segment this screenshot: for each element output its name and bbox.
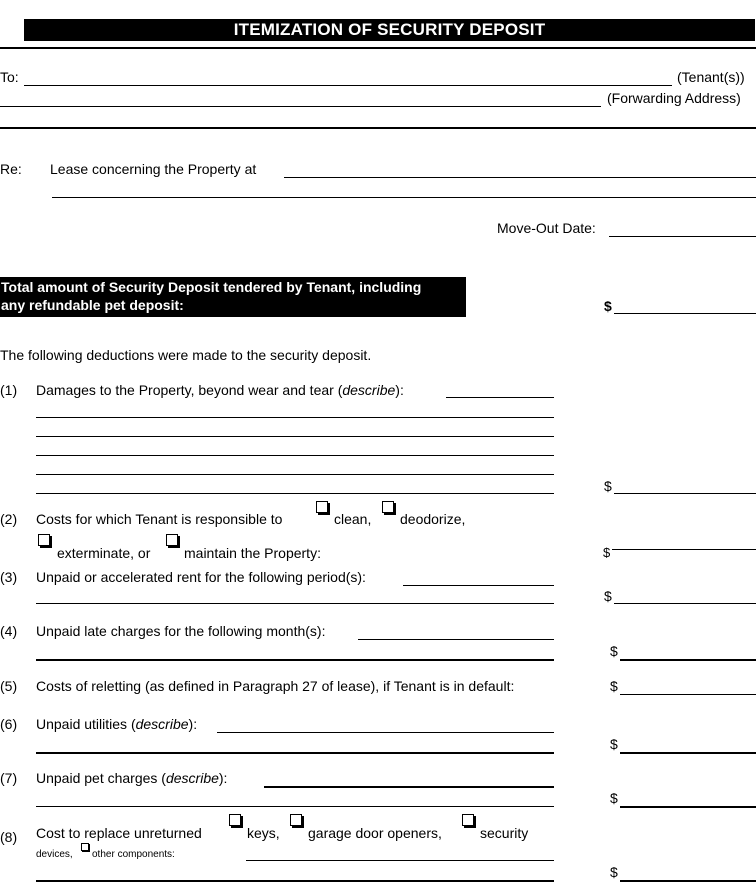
- item-7-field-2[interactable]: [36, 806, 554, 807]
- item-1-field-2[interactable]: [36, 417, 554, 418]
- exterminate-label: exterminate, or: [57, 545, 151, 561]
- item-number: (8): [0, 829, 18, 845]
- item-8-amount-field[interactable]: [620, 880, 756, 882]
- item-3-field-2[interactable]: [36, 603, 554, 604]
- other-components-label: other components:: [92, 849, 175, 860]
- item-3-field[interactable]: [403, 585, 554, 586]
- deductions-intro: The following deductions were made to the security deposit.: [0, 347, 372, 363]
- dollar-sign: $: [610, 790, 618, 806]
- item-1-label: Damages to the Property, beyond wear and tear (describe):: [36, 382, 404, 398]
- title-underline: [0, 47, 756, 49]
- item-3-label: Unpaid or accelerated rent for the following period(s):: [36, 569, 366, 585]
- item-1-field-6[interactable]: [36, 493, 554, 494]
- dollar-sign: $: [604, 478, 612, 494]
- item-8-field[interactable]: [246, 860, 554, 861]
- devices-label: devices,: [36, 849, 73, 860]
- keys-label: keys,: [247, 825, 280, 841]
- item-8-field-2[interactable]: [36, 880, 554, 882]
- forwarding-address-label: (Forwarding Address): [607, 90, 741, 106]
- lease-label: Lease concerning the Property at: [50, 161, 257, 177]
- item-1-field[interactable]: [446, 397, 554, 398]
- property-address-field[interactable]: [284, 177, 756, 178]
- security-label: security: [480, 825, 529, 841]
- total-deposit-label-1: Total amount of Security Deposit tendered by Tenant, including: [1, 279, 422, 295]
- dollar-sign: $: [610, 678, 618, 694]
- keys-checkbox[interactable]: [229, 814, 241, 826]
- to-label: To:: [0, 69, 19, 85]
- item-2-label: Costs for which Tenant is responsible to: [36, 511, 283, 527]
- item-7-label: Unpaid pet charges (describe):: [36, 770, 228, 786]
- item-number: (1): [0, 382, 18, 398]
- item-4-field-2[interactable]: [36, 659, 554, 661]
- item-3-amount-field[interactable]: [614, 603, 756, 604]
- item-4-field[interactable]: [358, 639, 554, 640]
- dollar-sign: $: [604, 588, 612, 604]
- move-out-label: Move-Out Date:: [497, 220, 596, 236]
- other-components-checkbox[interactable]: [81, 843, 89, 851]
- item-4-label: Unpaid late charges for the following month(s):: [36, 623, 326, 639]
- item-5-amount-field[interactable]: [620, 694, 756, 695]
- section-divider: [0, 127, 756, 129]
- garage-door-openers-checkbox[interactable]: [290, 814, 302, 826]
- tenants-label: (Tenant(s)): [677, 69, 745, 85]
- tenant-name-field[interactable]: [24, 85, 672, 86]
- deodorize-label: deodorize,: [400, 511, 466, 527]
- total-deposit-amount-field[interactable]: [614, 313, 756, 314]
- clean-label: clean,: [334, 511, 372, 527]
- move-out-date-field[interactable]: [609, 236, 756, 237]
- item-4-amount-field[interactable]: [620, 659, 756, 661]
- exterminate-checkbox[interactable]: [38, 534, 50, 546]
- item-6-amount-field[interactable]: [620, 752, 756, 754]
- dollar-sign: $: [603, 545, 611, 560]
- item-7-amount-field[interactable]: [620, 806, 756, 808]
- item-7-field[interactable]: [264, 786, 554, 788]
- maintain-label: maintain the Property:: [184, 545, 321, 561]
- item-1-field-3[interactable]: [36, 436, 554, 437]
- item-6-field[interactable]: [217, 732, 554, 733]
- item-1-field-5[interactable]: [36, 474, 554, 475]
- security-devices-checkbox[interactable]: [462, 814, 474, 826]
- item-6-label: Unpaid utilities (describe):: [36, 716, 198, 732]
- dollar-sign: $: [610, 736, 618, 752]
- deodorize-checkbox[interactable]: [382, 501, 394, 513]
- item-number: (2): [0, 511, 18, 527]
- item-1-amount-field[interactable]: [614, 493, 756, 494]
- item-number: (7): [0, 770, 18, 786]
- maintain-checkbox[interactable]: [166, 534, 178, 546]
- form-title: ITEMIZATION OF SECURITY DEPOSIT: [233, 20, 546, 39]
- re-label: Re:: [0, 161, 22, 177]
- clean-checkbox[interactable]: [316, 501, 328, 513]
- dollar-sign: $: [610, 643, 618, 659]
- item-number: (5): [0, 678, 18, 694]
- item-number: (4): [0, 623, 18, 639]
- item-8-label: Cost to replace unreturned: [36, 825, 202, 841]
- item-2-amount-field[interactable]: [612, 549, 756, 550]
- dollar-sign: $: [604, 298, 612, 314]
- item-5-label: Costs of reletting (as defined in Paragraph 27 of lease), if Tenant is in default:: [36, 678, 515, 694]
- item-6-field-2[interactable]: [36, 752, 554, 754]
- property-address-field-2[interactable]: [52, 197, 756, 198]
- item-number: (3): [0, 569, 18, 585]
- total-deposit-label-2: any refundable pet deposit:: [1, 297, 184, 313]
- dollar-sign: $: [610, 864, 618, 880]
- forwarding-address-field[interactable]: [0, 106, 601, 107]
- garage-door-openers-label: garage door openers,: [308, 825, 442, 841]
- item-number: (6): [0, 716, 18, 732]
- item-1-field-4[interactable]: [36, 455, 554, 456]
